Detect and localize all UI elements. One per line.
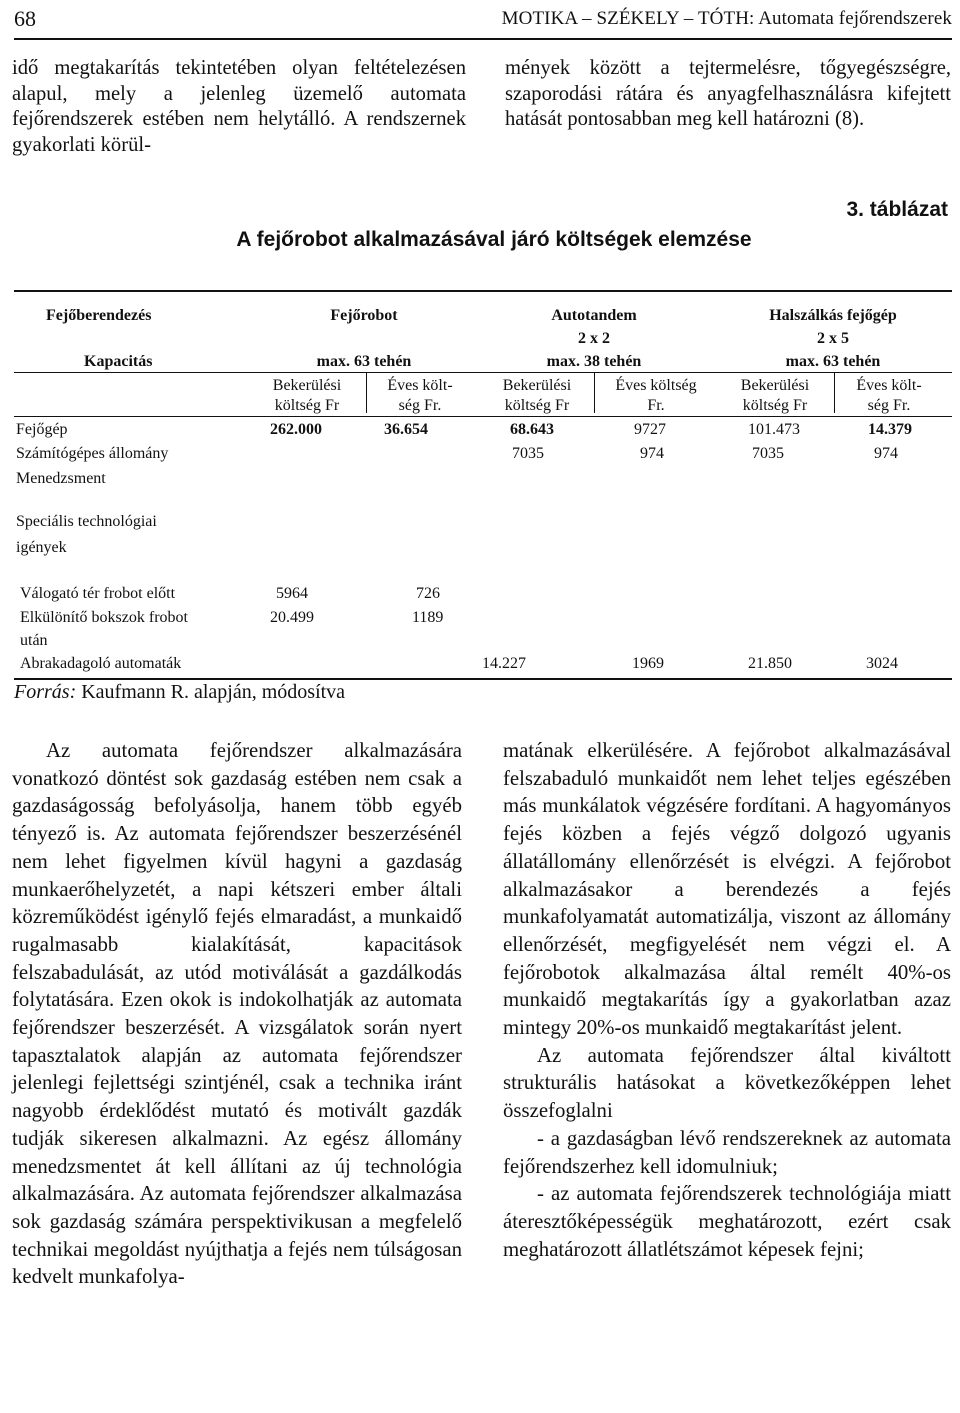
cell-elkulonito-1: 20.499	[270, 609, 314, 626]
g3-c2-a: Éves költ-	[856, 377, 922, 394]
g3-c1-b: költség Fr	[742, 397, 808, 414]
bottom-left-paragraph: Az automata fejőrendszer alkalmazására vonatkozó döntést sok gazdaság estében nem csak a gazdaságosság befolyásolja, hanem több egyéb tényező is. Az automata fejőrendszer beszerzésénél nem lehet figyelmen kívül hagyni a gazdaság munkaerőhelyzetét, a napi kétszeri ember általi közreműködést igénylő fejés elmaradást, a munkaidő rugalmasabb kialakítását, kapacitások felszabadulását, az utód motiválását a gazdálkodás folytatására. Ezen okok is indokolhatják az automata fejőrendszer beszerzését. A vizsgálatok során nyert tapasztalatok alapján az automata fejőrendszer jelenlegi fejlettségi szintjénél, csak a technika iránt nagyobb érdeklődést mutató és motivált gazdák tudják sikeresen alkalmazni. Az egész állomány menedzsmentet át kell állítani az új technológia alkalmazására. Az automata fejőrendszer alkalmazása sok gazdaság számára perspektivikusan a megfelelő technikai megoldást nyújthatja a fejés nem túlságosan kedvelt munkafolya-	[12, 739, 462, 1289]
cell-fejogep-1: 262.000	[270, 421, 322, 438]
row-label-menedzsment: Menedzsment	[16, 470, 106, 487]
bottom-right-paragraph-1: matának elkerülésére. A fejőrobot alkalmazásával felszabaduló munkaidőt nem lehet teljes egészében más munkálatok végzésére fordítani. A hagyományos fejés közben a fejés végző dolgozó ugyanis állatállomány ellenőrzését is elvégzi. A fejőrobot alkalmazásakor a berendezés a fejés munkafolyamatát automatizálja, viszont az állomány ellenőrzését, megfigyelését nem végzi el. A fejőrobotok alkalmazása által remélt 40%-os munkaidő megtakarítás így a gyakorlatban azaz mintegy 20%-os munkaidő megtakarítást jelent.	[503, 739, 951, 1040]
cell-valogato-2: 726	[416, 585, 440, 602]
g2-c1-b: költség Fr	[504, 397, 570, 414]
bottom-left-column	[12, 737, 462, 1291]
header-fejoberendezes: Fejőberendezés	[46, 307, 152, 324]
cell-szamitogep-6: 974	[874, 445, 898, 462]
table-source	[14, 681, 345, 704]
g1-c1-a: Bekerülési	[272, 377, 342, 394]
sep-g1	[366, 373, 367, 413]
source-label: Forrás:	[14, 681, 77, 703]
row-label-fejogep: Fejőgép	[16, 421, 68, 438]
cap-fejorobot: max. 63 tehén	[316, 353, 412, 370]
group-halszalkas: Halszálkás fejőgép	[769, 307, 897, 324]
sep-g2	[594, 373, 595, 413]
row-label-elkulonito-a: Elkülönítő bokszok frobot	[20, 609, 188, 626]
g2-c2-b: Fr.	[647, 397, 665, 414]
table-title: A fejőrobot alkalmazásával járó költségek elemzése	[236, 228, 752, 251]
cell-szamitogep-5: 7035	[752, 445, 784, 462]
page-number: 68	[14, 6, 36, 31]
group-autotandem: Autotandem	[551, 307, 637, 324]
g1-c2-a: Éves költ-	[387, 377, 453, 394]
bullet-2: - az automata fejőrendszerek technológiája miatt áteresztőképességük meghatározott, ezért csak meghatározott állatlétszámot képesek fejni;	[503, 1182, 951, 1261]
g1-c1-b: költség Fr	[274, 397, 340, 414]
top-right-text: mények között a tejtermelésre, tőgyegészségre, szaporodási rátára és anyagfelhasználásra kifejtett hatását pontosabban meg kell határozni (8).	[505, 57, 951, 130]
cell-fejogep-3: 68.643	[510, 421, 554, 438]
row-label-elkulonito-b: után	[20, 632, 48, 649]
cell-szamitogep-4: 974	[640, 445, 664, 462]
cell-abrak-4: 1969	[632, 655, 664, 672]
sub-autotandem: 2 x 2	[578, 330, 610, 347]
cell-fejogep-2: 36.654	[384, 421, 428, 438]
table-number: 3. táblázat	[846, 198, 948, 221]
row-label-specialis-b: igények	[16, 539, 67, 556]
g1-c2-b: ség Fr.	[398, 397, 442, 414]
g3-c2-b: ség Fr.	[867, 397, 911, 414]
source-text: Kaufmann R. alapján, módosítva	[76, 681, 346, 703]
group-fejorobot: Fejőrobot	[330, 307, 398, 324]
header-rule	[14, 416, 952, 417]
cell-valogato-1: 5964	[276, 585, 308, 602]
g2-c2-a: Éves költség	[615, 377, 697, 394]
cap-halszalkas: max. 63 tehén	[785, 353, 881, 370]
page-header	[14, 4, 952, 40]
cell-elkulonito-2: 1189	[412, 609, 444, 626]
cap-autotandem: max. 38 tehén	[546, 353, 642, 370]
cell-abrak-5: 21.850	[748, 655, 792, 672]
cell-szamitogep-3: 7035	[512, 445, 544, 462]
top-right-paragraph	[505, 56, 951, 133]
cell-abrak-3: 14.227	[482, 655, 526, 672]
row-label-abrak: Abrakadagoló automaták	[20, 655, 182, 672]
row-label-szamitogep: Számítógépes állomány	[16, 445, 169, 462]
top-left-paragraph	[12, 56, 466, 158]
sub-halszalkas: 2 x 5	[817, 330, 849, 347]
bullet-1: - a gazdaságban lévő rendszereknek az automata fejőrendszerhez kell idomulniuk;	[503, 1126, 951, 1178]
g2-c1-a: Bekerülési	[502, 377, 572, 394]
cost-table	[14, 290, 952, 680]
row-label-specialis-a: Speciális technológiai	[16, 513, 157, 530]
row-label-valogato: Válogató tér frobot előtt	[20, 585, 176, 602]
cell-fejogep-4: 9727	[634, 421, 666, 438]
cell-fejogep-5: 101.473	[748, 421, 800, 438]
running-title: MOTIKA – SZÉKELY – TÓTH: Automata fejőrendszerek	[501, 8, 952, 29]
top-left-text: idő megtakarítás tekintetében olyan feltételezésen alapul, mely a jelenleg üzemelő automata fejőrendszerek estében nem helytálló. A rendszernek gyakorlati körül-	[12, 57, 466, 156]
sep-g3	[834, 373, 835, 413]
g3-c1-a: Bekerülési	[740, 377, 810, 394]
cell-fejogep-6: 14.379	[868, 421, 912, 438]
cell-abrak-6: 3024	[866, 655, 898, 672]
header-kapacitas: Kapacitás	[84, 353, 153, 370]
bottom-right-paragraph-2: Az automata fejőrendszer által kiváltott strukturális hatásokat a következőképpen lehet összefoglalni	[503, 1043, 951, 1123]
capacity-rule	[14, 372, 952, 373]
bottom-right-column	[503, 737, 951, 1263]
